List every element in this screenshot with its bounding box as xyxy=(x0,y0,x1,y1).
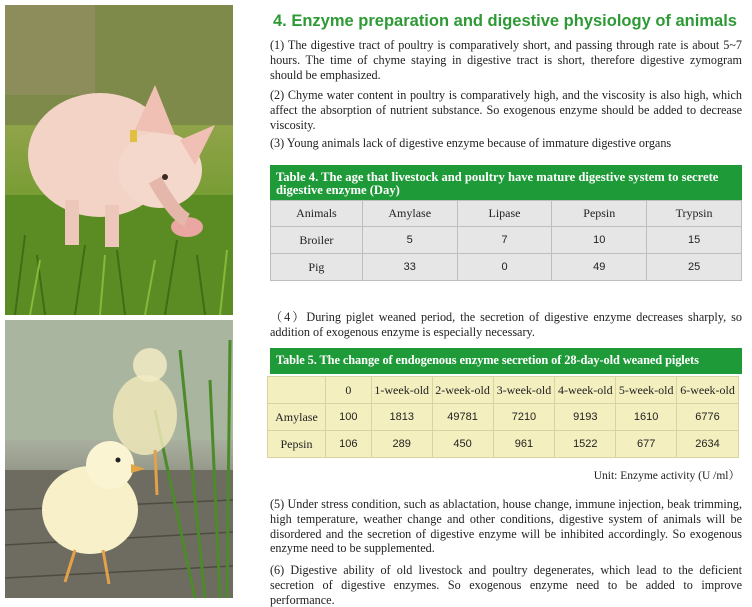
table5-cell: 100 xyxy=(325,404,371,431)
table5-cell: 49781 xyxy=(432,404,493,431)
table5-cell: 106 xyxy=(325,431,371,458)
table5-cell: 6776 xyxy=(677,404,739,431)
table4-cell: 5 xyxy=(362,227,457,254)
table5-cell: 1522 xyxy=(555,431,616,458)
table5-cell: 961 xyxy=(493,431,555,458)
section-heading: 4. Enzyme preparation and digestive physiology of animals xyxy=(273,12,737,30)
paragraph-3: (3) Young animals lack of digestive enzyme because of immature digestive organs xyxy=(270,136,672,150)
table5-cell: 1813 xyxy=(371,404,432,431)
table5-header: 5-week-old xyxy=(616,377,677,404)
table5-unit-note: Unit: Enzyme activity (U /ml） xyxy=(593,470,740,482)
table5-header: 4-week-old xyxy=(555,377,616,404)
table5-header xyxy=(268,377,326,404)
table5-cell: 7210 xyxy=(493,404,555,431)
table4-cell: 10 xyxy=(552,227,647,254)
chicks-photo xyxy=(5,320,233,598)
table4-cell: 15 xyxy=(647,227,742,254)
table4-cell: 7 xyxy=(457,227,552,254)
paragraph-2: (2) Chyme water content in poultry is comparatively high, and the viscosity is also high, which affect the absorption of nutrient substance. So exogenous enzyme should be added to decrease viscosity. xyxy=(270,88,742,132)
table4-cell: 33 xyxy=(362,254,457,281)
table4-title: Table 4. The age that livestock and poultry have mature digestive system to secrete digestive enzyme (Day) xyxy=(270,165,742,202)
table4-cell: Pig xyxy=(271,254,363,281)
table4-header: Animals xyxy=(271,201,363,227)
table5-header: 6-week-old xyxy=(677,377,739,404)
table5 xyxy=(267,376,739,458)
paragraph-6: (6) Digestive ability of old livestock and poultry degenerates, which lead to the deficient secretion of digestive enzymes. So exogenous enzyme need to be added to improve performance. xyxy=(270,563,742,607)
piglet-photo xyxy=(5,5,233,315)
table5-cell: 1610 xyxy=(616,404,677,431)
table5-cell: 450 xyxy=(432,431,493,458)
table4-header: Amylase xyxy=(362,201,457,227)
paragraph-4: （4）During piglet weaned period, the secretion of digestive enzyme decreases sharply, so addition of exogenous enzyme is especially necessary. xyxy=(270,310,742,339)
table5-cell: Amylase xyxy=(268,404,326,431)
table5-cell: 289 xyxy=(371,431,432,458)
paragraph-1: (1) The digestive tract of poultry is comparatively short, and passing through rate is about 5~7 hours. The time of chyme staying in digestive tract is short, therefore digestive zymogram should be emphasized. xyxy=(270,38,742,82)
table5-cell: Pepsin xyxy=(268,431,326,458)
table4-cell: 25 xyxy=(647,254,742,281)
table4-header: Trypsin xyxy=(647,201,742,227)
table5-cell: 2634 xyxy=(677,431,739,458)
table4 xyxy=(270,200,742,281)
table4-cell: 0 xyxy=(457,254,552,281)
table4-header: Lipase xyxy=(457,201,552,227)
table5-header: 1-week-old xyxy=(371,377,432,404)
table4-cell: Broiler xyxy=(271,227,363,254)
paragraph-5: (5) Under stress condition, such as ablactation, house change, immune injection, beak trimming, high temperature, weather change and other conditions, digestive system of animals will be disordered and the secretion of digestive enzyme will be inhibited accordingly. So exogenous enzyme need to be supplemented. xyxy=(270,497,742,556)
table5-header: 3-week-old xyxy=(493,377,555,404)
table5-cell: 677 xyxy=(616,431,677,458)
table4-cell: 49 xyxy=(552,254,647,281)
table5-cell: 9193 xyxy=(555,404,616,431)
table5-header: 0 xyxy=(325,377,371,404)
table5-title: Table 5. The change of endogenous enzyme secretion of 28-day-old weaned piglets xyxy=(270,348,742,374)
table5-header: 2-week-old xyxy=(432,377,493,404)
table4-header: Pepsin xyxy=(552,201,647,227)
